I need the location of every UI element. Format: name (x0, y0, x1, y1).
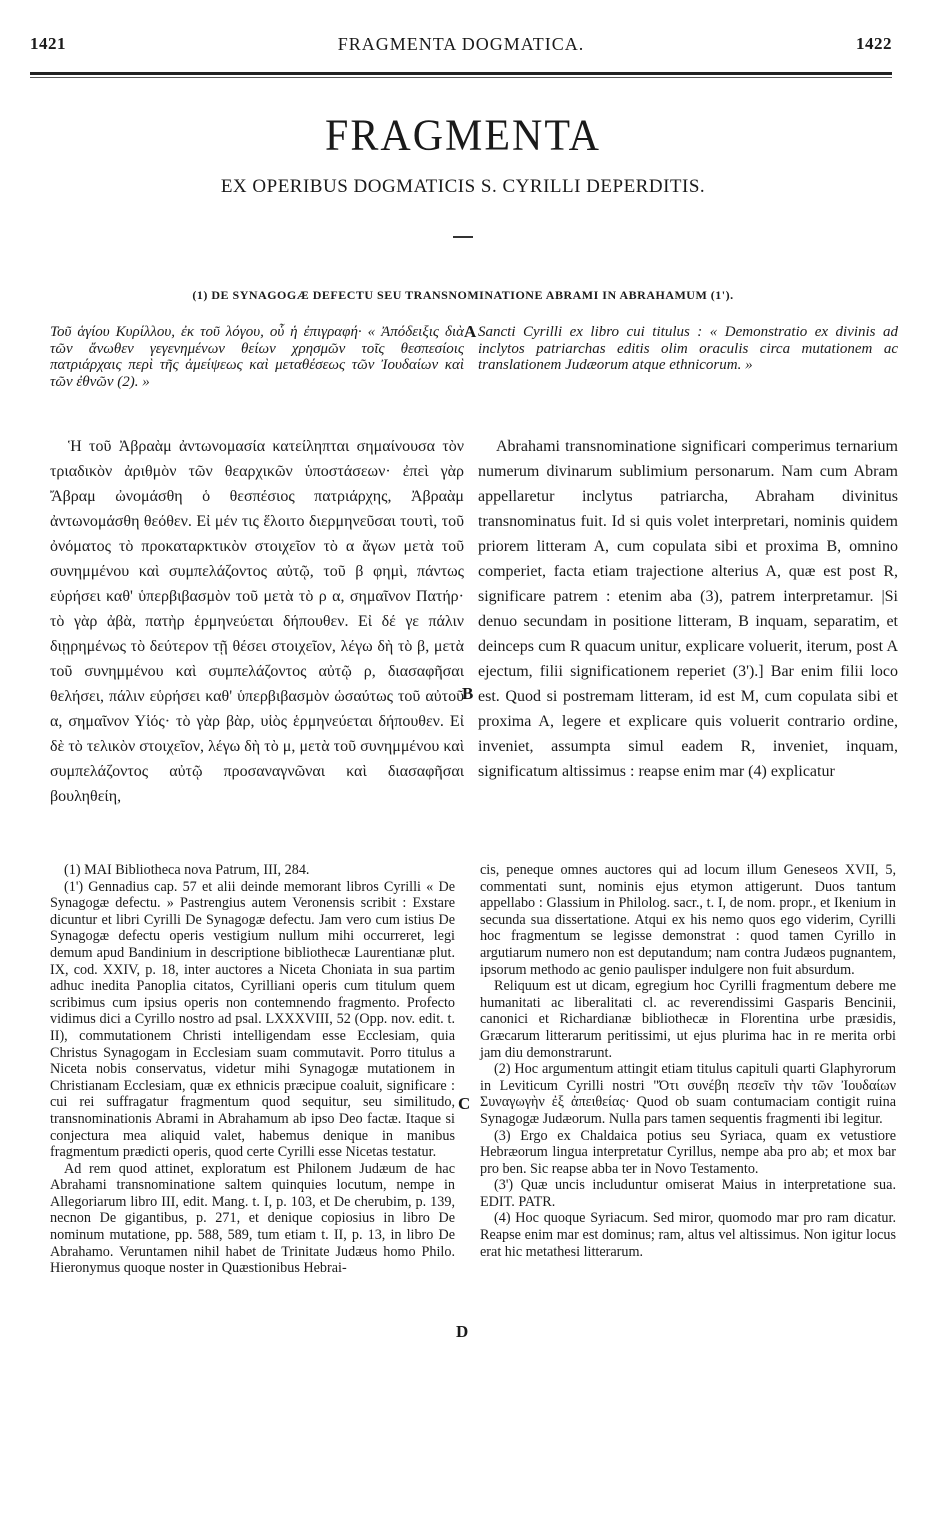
footnote: (3') Quæ uncis includuntur omiserat Maius in interpretatione sua. EDIT. PATR. (480, 1177, 896, 1210)
main-title: FRAGMENTA (325, 111, 601, 161)
footnote: Ad rem quod attinet, exploratum est Philonem Judæum de hac Abrahami transnominatione saltem quinquies locutum, nempe in Allegoriarum libro III, edit. Mang. t. I, p. 103, et De cherubim, p. 139, necnon De gigantibus, p. 271, et denique copiosius in libro De nominum mutatione, pp. 588, 589, tum etiam t. II, p. 13, in libro De Abrahamo. Veruntamen nihil habet de Trinitate Judæus homo Philo. Hieronymus quoque noster in Quæstionibus Hebrai- (50, 1160, 455, 1277)
margin-letter-b: B (462, 684, 474, 703)
margin-letter-c: C (458, 1094, 471, 1113)
latin-text-column: Abrahami transnominatione significari comperimus ternarium numerum divinarum sublimium personarum. Nam cum Abram appellaretur inclytus patriarcha, Abraham divinitus transnominatus fuit. Id si quis volet interpretari, nominis quidem priorem litteram A, cum copulata sibi et proxima B, omnino comperiet, facta etiam trajectione alterius A, quæ est post R, significare patrem : etenim aba (3), patrem interpretamur. |Si denuo secundam in positione litteram, B inquam, separatim, et deinceps cum R quacum unitur, explicare voluerit, iterum, post A ejectum, filii significationem reperiet (3').] Bar enim filii loco est. Quod si postremam litteram, id est M, cum copulata sibi et proxima A, legere et explicare quis voluerit contrario ordine, inveniet, assumpta simul eadem R, inveniet, inquam, significatum altissimus : reapse enim mar (4) explicatur (478, 438, 898, 780)
header-rule-thin (30, 77, 892, 78)
running-title: FRAGMENTA DOGMATICA. (337, 34, 585, 54)
footnote: cis, peneque omnes auctores qui ad locum illum Geneseos XVII, 5, commentati sunt, nominis ejus etymon attigerunt. Duos tantum appellabo : Glassium in Philolog. sacr., t. I, de nom. propr., et Ikenium in secunda sua dissertatione. Atqui ex his nemo quos ego viderim, Cyrilli hoc fragmentum se legisse demonstrat : quod tamen Cyrillo in argutiarum numero non est deputandum; nam contra Judæos pugnantem, ipsorum methodo ac genio paulisper indulgere non fuit absurdum. (480, 862, 896, 978)
footnotes-right-column (480, 862, 896, 1260)
greek-text-column: Ἡ τοῦ Ἀβραὰμ ἀντωνομασία κατείληπται σημαίνουσα τὸν τριαδικὸν ἀριθμὸν τῶν θεαρχικῶν ὑποστάσεων· ἐπεὶ γὰρ Ἄβραμ ὠνομάσθη ὁ θεσπέσιος πατριάρχης, Ἀβραὰμ ἀντωνομάσθη θεόθεν. Εἰ μέν τις ἕλοιτο διερμηνεῦσαι τουτὶ, τοῦ ὀνόματος τὸ προκαταρκτικὸν στοιχεῖον τὸ α ἄγων μετὰ τοῦ συνημμένου καὶ συμπελάζοντος αὐτῷ, τοῦ β φημὶ, πάντως εὑρήσει καθ' ὑπερβιβασμὸν τοῦ μετὰ τὸ ρ α, σημαῖνον Πατήρ· τὸ γὰρ ἀβὰ, πατὴρ ἑρμηνεύεται δήπουθεν. Εἰ δέ γε πάλιν διῃρημένως τὸ δεύτερον τῇ θέσει στοιχεῖον, λέγω δὴ τὸ β, μετὰ τοῦ συνημμένου καὶ συμπελάζοντος αὐτῷ ρ, διασαφῆσαι θελήσει, πάλιν εὑρήσει καθ' ὑπερβιβασμὸν ὡσαύτως τοῦ αὐτοῦ α, σημαῖνον Υἱός· τὸ γὰρ βὰρ, υἱὸς ἑρμηνεύεται δήπουθεν. Εἰ δὲ τὸ τελικὸν στοιχεῖον, λέγω δὴ τὸ μ, μετὰ τοῦ συνημμένου καὶ συμπελάζοντος αὐτῷ προσαναγνῶναι καὶ διασαφῆσαι βουληθείη, (50, 438, 464, 805)
footnote: (3) Ergo ex Chaldaica potius seu Syriaca, quam ex vetustiore Hebræorum lingua interpretatur Cyrillus, nempe aba pro ab; et mox bar pro ben. Sic reapse abba ter in Novo Testamento. (480, 1127, 896, 1177)
subtitle: EX OPERIBUS DOGMATICIS S. CYRILLI DEPERDITIS. (220, 176, 706, 197)
header-rule (30, 72, 892, 75)
title-dash-divider (453, 236, 473, 238)
running-head (30, 34, 892, 56)
footnote: (4) Hoc quoque Syriacum. Sed miror, quomodo mar pro ram dicatur. Reapse enim mar est dominus; ram, altus vel altissimus. Non igitur locus erat hic metathesi litterarum. (480, 1210, 896, 1260)
section-heading: (1) DE SYNAGOGÆ DEFECTU SEU TRANSNOMINATIONE ABRAMI IN ABRAHAMUM (1'). (192, 288, 734, 302)
footnote: (1) MAI Bibliotheca nova Patrum, III, 284. (64, 862, 310, 878)
margin-letter-a: A (464, 322, 477, 341)
footnote: (2) Hoc argumentum attingit etiam titulus capituli quarti Glaphyrorum in Leviticum Cyrilli nostri "Ότι συνέβη πεσεῖν τὴν τῶν Ἰουδαίων Συναγωγὴν ἐξ ἀπειθείας· Quod ob suam contumaciam contigit ruina Synagogæ Judæorum. Nulla pars tamen sequentis fragmenti ibi legitur. (480, 1061, 896, 1127)
right-column-number: 1422 (856, 34, 892, 53)
left-column-number: 1421 (30, 34, 66, 53)
footnote: Reliquum est ut dicam, egregium hoc Cyrilli fragmentum debere me humanitati ac liberalitati cl. ac reverendissimi Gasparis Bencinii, canonici et Richardianæ bibliothecæ in Florentina urbe præsidis, Græcarum litterarum peritissimi, ut ejus plurima hac in re merita orbi jam diu demonstrarunt. (480, 978, 896, 1061)
margin-letter-d: D (456, 1322, 469, 1341)
greek-title-paragraph: Τοῦ ἁγίου Κυρίλλου, ἐκ τοῦ λόγου, οὗ ἡ ἐπιγραφή· « Ἀπόδειξις διὰ τῶν ἄνωθεν γεγενημένων θείων χρησμῶν τοῖς θεσπεσίοις πατριάρχαις περὶ τῆς ἀμείψεως καὶ μεταθέσεως τῶν Ἰουδαίων καὶ τῶν ἐθνῶν (2). » (50, 324, 464, 390)
footnote: (1') Gennadius cap. 57 et alii deinde memorant libros Cyrilli « De Synagogæ defectu. » Pastrengius autem Veronensis scribit : Exstare dicuntur et libri Cyrilli De Synagogæ defectu. Jam vero cum istius De Synagogæ defectu operis vestigium nullum mihi occurreret, legi demum apud Bandinium in descriptione bibliothecæ Laurentianæ plut. IX, cod. XXIV, p. 18, inter auctores a Niceta Choniata in sua partim adhuc inedita Panoplia citatos, Cyrilliani operis cum titulum quem scribimus cum ipsius operis non contemnendo fragmento. Profecto vidimus dici a Cyrillo nostro ad psal. LXXXVIII, 52 (Opp. nov. edit. t. II), commutationem Christi intelligendam esse Ecclesiam, quia Christus Synagogam in Ecclesiam suam commutavit. Porro titulus a Niceta nobis conservatus, videtur mihi Synagogæ mutationem in Christianam Ecclesiam, quæ ex ethnicis præcipue coaluit, significare : cui rei suffragatur fragmentum quod sequitur, seu similitudo, transnominationis Abrami in Abrahamum ab ipso Deo factæ. Itaque si conjectura mea aliquid valet, habemus denique in manibus fragmentum prædicti operis, quod certe Cyrilli esse Nicetas testatur. (50, 878, 455, 1161)
footnotes-left-column (50, 862, 455, 1277)
latin-title-paragraph: Sancti Cyrilli ex libro cui titulus : « Demonstratio ex divinis ad inclytos patriarchas editis olim oraculis circa mutationem ac translationem Judæorum atque ethnicorum. » (478, 324, 898, 373)
